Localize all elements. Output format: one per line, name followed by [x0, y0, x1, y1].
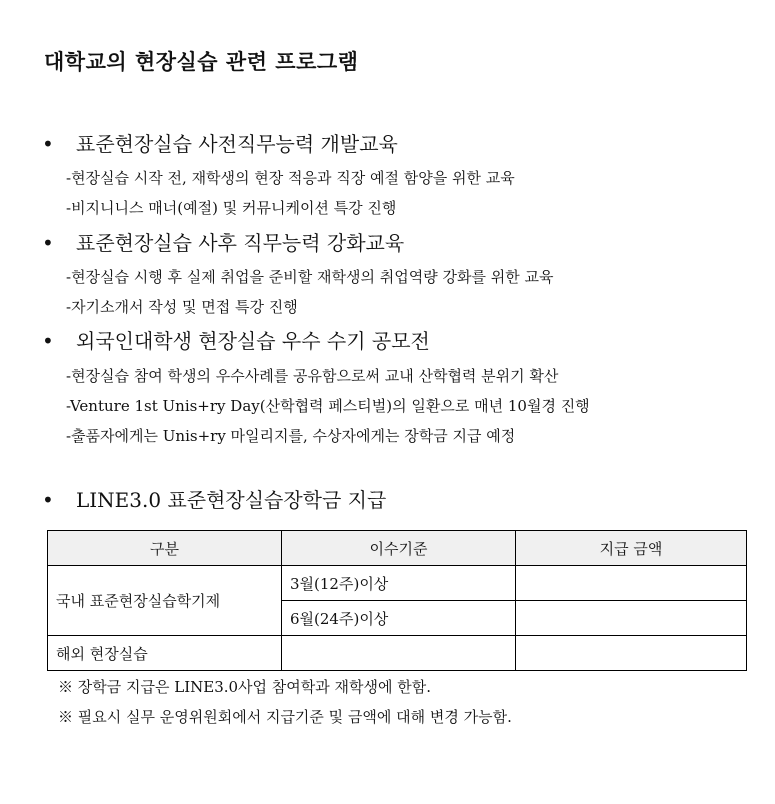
- section-heading: [42, 227, 404, 256]
- section-item: -Venture 1st Unis+ry Day(산학협력 페스티벌)의 일환으로 매년 10월경 진행: [66, 397, 590, 415]
- page-title: 대학교의 현장실습 관련 프로그램: [44, 50, 359, 74]
- bullet-icon: •: [42, 488, 54, 512]
- section-item: -자기소개서 작성 및 면접 특강 진행: [66, 298, 298, 316]
- section-heading-text: LINE3.0 표준현장실습장학금 지급: [76, 488, 387, 512]
- section-item: -현장실습 참여 학생의 우수사례를 공유함으로써 교내 산학협력 분위기 확산: [66, 367, 559, 385]
- section-heading: [42, 128, 398, 157]
- amount-cell: [516, 601, 747, 636]
- section-heading-text: 표준현장실습 사전직무능력 개발교육: [76, 132, 398, 156]
- bullet-icon: •: [42, 132, 54, 156]
- category-cell: 국내 표준현장실습학기제: [48, 566, 282, 636]
- scholarship-table: [47, 530, 747, 671]
- bullet-icon: •: [42, 231, 54, 255]
- table-header-cell: 이수기준: [282, 531, 516, 566]
- criteria-cell: [282, 636, 516, 671]
- section-heading-text: 표준현장실습 사후 직무능력 강화교육: [76, 231, 405, 255]
- section-item: -비지니니스 매너(예절) 및 커뮤니케이션 특강 진행: [66, 199, 397, 217]
- section-heading: [42, 484, 386, 513]
- criteria-cell: 6월(24주)이상: [282, 601, 516, 636]
- section-heading: [42, 325, 430, 354]
- amount-cell: [516, 566, 747, 601]
- bullet-icon: •: [42, 329, 54, 353]
- section-heading-text: 외국인대학생 현장실습 우수 수기 공모전: [76, 329, 430, 353]
- section-item: -현장실습 시작 전, 재학생의 현장 적응과 직장 예절 함양을 위한 교육: [66, 169, 515, 187]
- table-row: [48, 636, 747, 671]
- criteria-cell: 3월(12주)이상: [282, 566, 516, 601]
- amount-cell: [516, 636, 747, 671]
- footnote: ※ 필요시 실무 운영위원회에서 지급기준 및 금액에 대해 변경 가능함.: [58, 708, 512, 726]
- section-item: -현장실습 시행 후 실제 취업을 준비할 재학생의 취업역량 강화를 위한 교육: [66, 268, 554, 286]
- table-header-cell: 지급 금액: [516, 531, 747, 566]
- footnote: ※ 장학금 지급은 LINE3.0사업 참여학과 재학생에 한함.: [58, 678, 432, 696]
- section-item: -출품자에게는 Unis+ry 마일리지를, 수상자에게는 장학금 지급 예정: [66, 427, 516, 445]
- table-row: [48, 566, 747, 601]
- category-cell: 해외 현장실습: [48, 636, 282, 671]
- table-header-row: [48, 531, 747, 566]
- table-header-cell: 구분: [48, 531, 282, 566]
